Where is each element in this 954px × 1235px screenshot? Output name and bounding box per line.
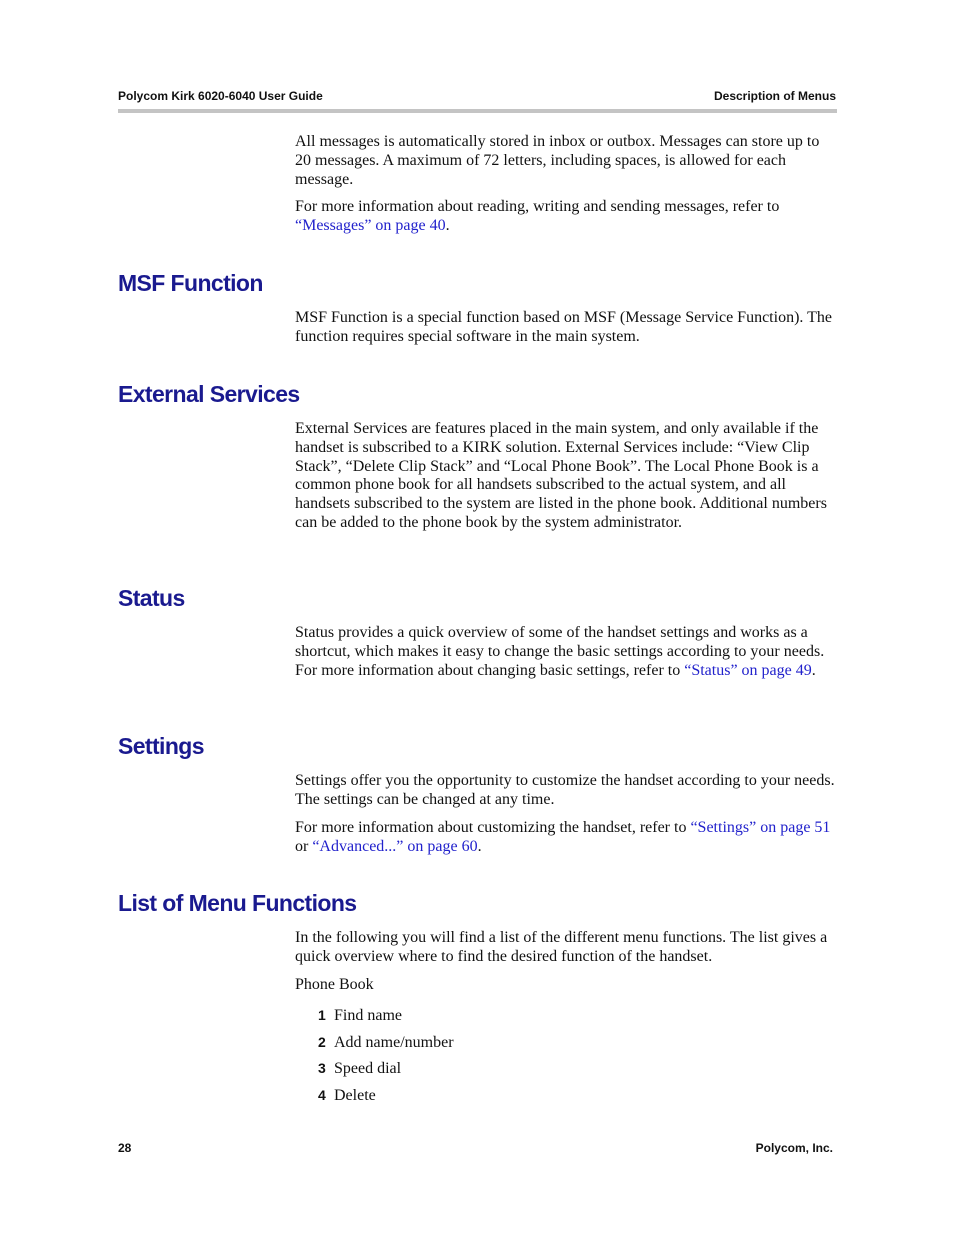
phone-book-label: Phone Book [295, 976, 374, 993]
page-header [118, 89, 836, 105]
status-link[interactable]: “Status” on page 49 [684, 661, 812, 679]
list-item [318, 1087, 376, 1105]
msf-heading: MSF Function [118, 270, 263, 296]
settings-heading: Settings [118, 733, 204, 759]
advanced-link[interactable]: “Advanced...” on page 60 [312, 837, 478, 855]
intro-ref-end: . [445, 216, 450, 234]
settings-paragraph: Settings offer you the opportunity to customize the handset according to your needs. The settings can be changed at any time. [295, 772, 835, 808]
settings-ref-end: . [477, 837, 482, 855]
intro-ref-text: For more information about reading, writing and sending messages, refer to [295, 198, 780, 215]
messages-link[interactable]: “Messages” on page 40 [295, 216, 446, 234]
list-item-label: Delete [334, 1087, 376, 1104]
list-item [318, 1034, 454, 1052]
msf-paragraph: MSF Function is a special function based on MSF (Message Service Function). The function requires special software in the main system. [295, 309, 832, 345]
list-item [318, 1007, 402, 1025]
footer-company: Polycom, Inc. [755, 1141, 833, 1155]
list-item-label: Find name [334, 1007, 402, 1024]
list-item [318, 1060, 401, 1078]
page-number: 28 [118, 1141, 132, 1155]
list-item-number: 1 [318, 1007, 326, 1023]
intro-reference-paragraph [295, 198, 835, 236]
header-title: Polycom Kirk 6020-6040 User Guide [118, 89, 323, 103]
list-item-label: Speed dial [334, 1060, 402, 1077]
intro-paragraph: All messages is automatically stored in inbox or outbox. Messages can store up to 20 messages. A maximum of 72 letters, including spaces, is allowed for each message. [295, 133, 820, 188]
settings-ref-or: or [295, 837, 313, 855]
header-rule [118, 109, 837, 113]
status-paragraph [295, 624, 835, 680]
list-item-number: 3 [318, 1060, 326, 1076]
list-paragraph: In the following you will find a list of the different menu functions. The list gives a quick overview where to find the desired function of the handset. [295, 929, 828, 965]
header-section: Description of Menus [713, 89, 836, 103]
status-heading: Status [118, 585, 185, 611]
list-item-label: Add name/number [334, 1034, 454, 1051]
list-heading: List of Menu Functions [118, 890, 357, 916]
settings-reference-paragraph [295, 819, 835, 857]
settings-ref-text: For more information about customizing the handset, refer to [295, 819, 691, 836]
external-services-heading: External Services [118, 381, 300, 407]
status-text-end: . [811, 661, 816, 679]
settings-link[interactable]: “Settings” on page 51 [690, 819, 831, 836]
list-item-number: 2 [318, 1034, 326, 1050]
status-text: Status provides a quick overview of some of the handset settings and works as a shortcut, which makes it easy to change the basic settings according to your needs. For more information about changing basic settings, refer to [295, 624, 825, 679]
list-item-number: 4 [318, 1087, 326, 1103]
external-services-paragraph: External Services are features placed in the main system, and only available if the handset is subscribed to a KIRK solution. External Services include: “View Clip Stack”, “Delete Clip Stack” and “Local Phone Book”. The Local Phone Book is a common phone book for all handsets subscribed to the actual system, and all handsets subscribed to the system are listed in the phone book. Additional numbers can be added to the phone book by the system administrator. [295, 420, 827, 531]
